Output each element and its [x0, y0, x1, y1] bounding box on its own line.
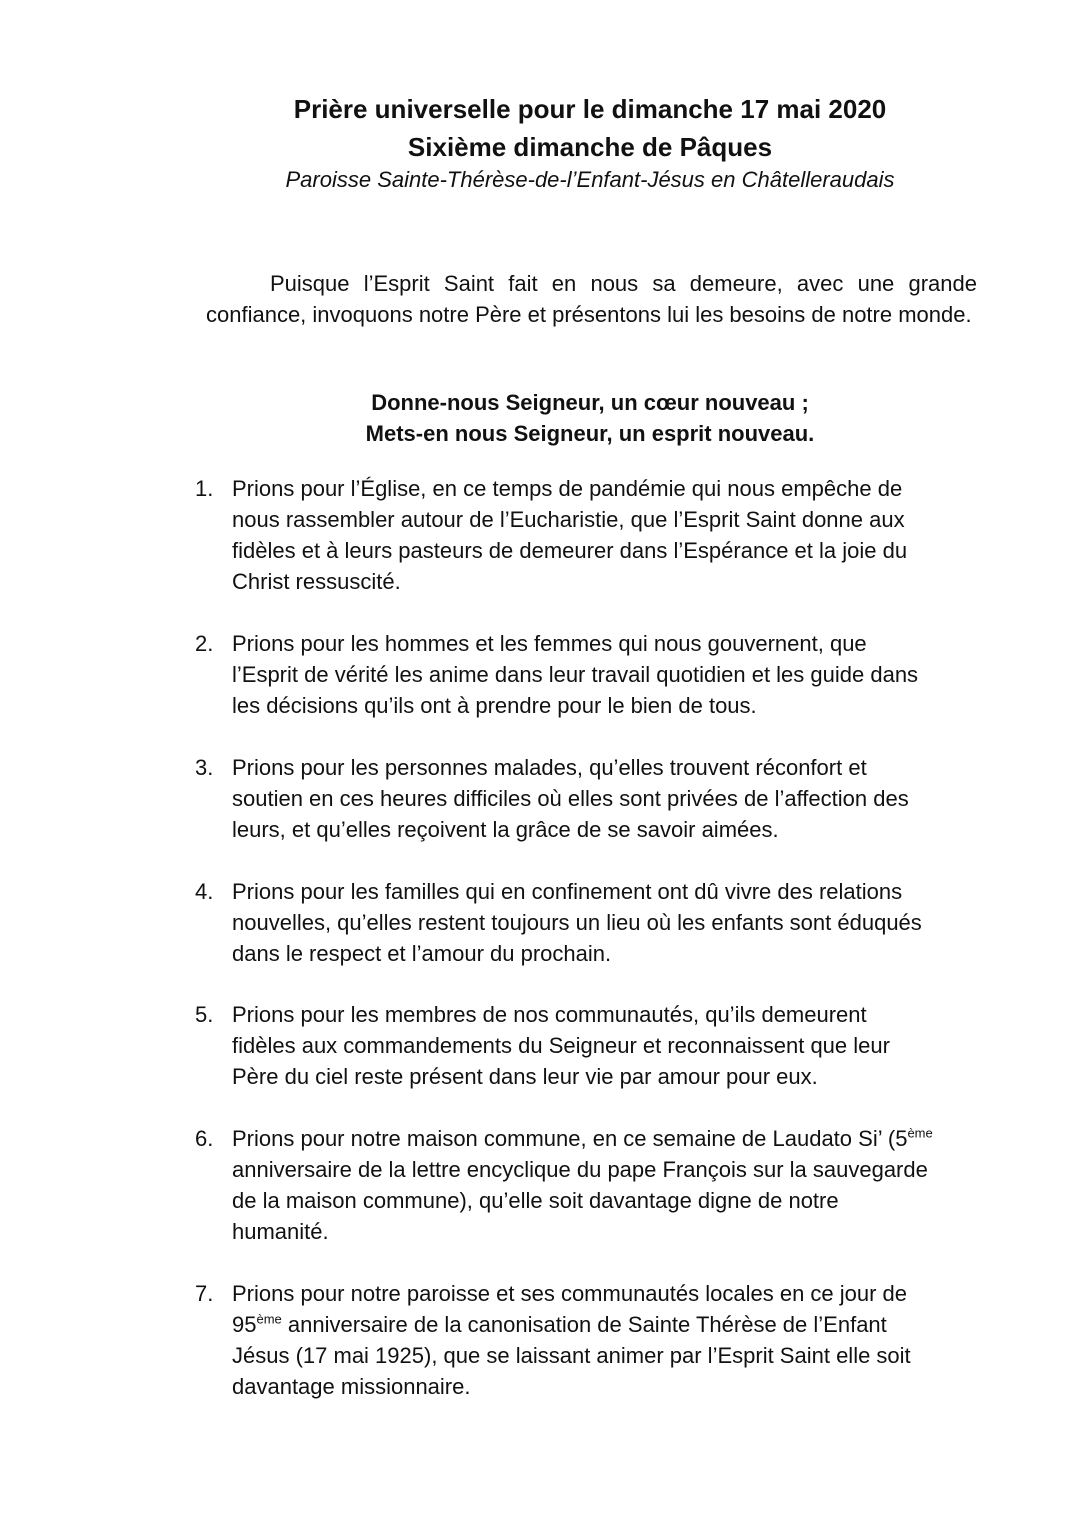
item-line [232, 1123, 982, 1154]
item-number: 3. [195, 755, 214, 780]
item-number: 7. [195, 1281, 214, 1306]
item-text [232, 999, 982, 1092]
item-text [232, 752, 982, 845]
item-text [232, 1123, 982, 1247]
item-line [232, 1309, 982, 1340]
item-line: l’Esprit de vérité les anime dans leur travail quotidien et les guide dans [232, 662, 919, 687]
refrain-line-2: Mets-en nous Seigneur, un esprit nouveau. [365, 421, 815, 446]
item-line-text: 95 [232, 1312, 257, 1337]
item-line: Christ ressuscité. [232, 569, 401, 594]
superscript-ordinal: ème [907, 1125, 933, 1141]
item-number: 2. [195, 631, 214, 656]
item-text [232, 628, 982, 721]
item-line: fidèles aux commandements du Seigneur et reconnaissent que leur [232, 1033, 890, 1058]
superscript-ordinal: ème [256, 1311, 282, 1327]
item-line: soutien en ces heures difficiles où elles sont privées de l’affection des [232, 786, 909, 811]
item-line-text: Prions pour notre maison commune, en ce semaine de Laudato Si’ (5 [232, 1126, 908, 1151]
item-line: fidèles et à leurs pasteurs de demeurer dans l’Espérance et la joie du [232, 538, 908, 563]
page-subtitle-sunday: Sixième dimanche de Pâques [407, 132, 773, 162]
item-text [232, 1278, 982, 1402]
item-line: davantage missionnaire. [232, 1374, 471, 1399]
item-line: humanité. [232, 1219, 329, 1244]
item-text [232, 876, 982, 969]
item-line: nouvelles, qu’elles restent toujours un lieu où les enfants sont éduqués [232, 910, 922, 935]
item-number: 5. [195, 1002, 214, 1027]
item-line-text: anniversaire de la canonisation de Sainte Thérèse de l’Enfant [281, 1312, 887, 1337]
item-line: nous rassembler autour de l’Eucharistie, que l’Esprit Saint donne aux [232, 507, 905, 532]
item-line: dans le respect et l’amour du prochain. [232, 941, 612, 966]
parish-name: Paroisse Sainte-Thérèse-de-l’Enfant-Jésus en Châtelleraudais [285, 167, 895, 192]
item-line: Prions pour les membres de nos communautés, qu’ils demeurent [232, 1002, 867, 1027]
intro-paragraph: Puisque l’Esprit Saint fait en nous sa demeure, avec une grande confiance, invoquons notre Père et présentons lui les besoins de notre monde. [206, 271, 977, 327]
item-line: Prions pour les familles qui en confinement ont dû vivre des relations [232, 879, 903, 904]
item-line: Jésus (17 mai 1925), que se laissant animer par l’Esprit Saint elle soit [232, 1343, 911, 1368]
refrain-line-1: Donne-nous Seigneur, un cœur nouveau ; [371, 390, 809, 415]
item-number: 1. [195, 476, 214, 501]
item-line: Prions pour les hommes et les femmes qui nous gouvernent, que [232, 631, 867, 656]
item-number: 4. [195, 879, 214, 904]
item-line: Prions pour l’Église, en ce temps de pandémie qui nous empêche de [232, 476, 903, 501]
page-title: Prière universelle pour le dimanche 17 mai 2020 [293, 94, 887, 124]
item-line: les décisions qu’ils ont à prendre pour le bien de tous. [232, 693, 757, 718]
item-line: de la maison commune), qu’elle soit davantage digne de notre [232, 1188, 839, 1213]
item-line: Prions pour notre paroisse et ses communautés locales en ce jour de [232, 1281, 908, 1306]
item-line: leurs, et qu’elles reçoivent la grâce de se savoir aimées. [232, 817, 779, 842]
item-line: anniversaire de la lettre encyclique du pape François sur la sauvegarde [232, 1157, 928, 1182]
item-text [232, 473, 982, 597]
item-line: Prions pour les personnes malades, qu’elles trouvent réconfort et [232, 755, 867, 780]
item-line: Père du ciel reste présent dans leur vie par amour pour eux. [232, 1064, 818, 1089]
item-number: 6. [195, 1126, 214, 1151]
